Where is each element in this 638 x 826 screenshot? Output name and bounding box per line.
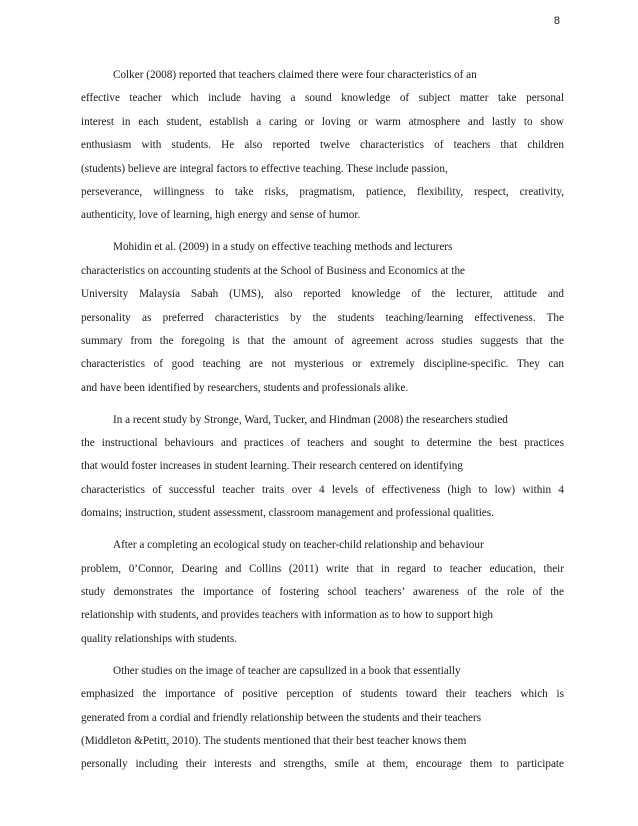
text-line: effective teacher which include having a sound knowledge of subject matter take personal [81, 92, 564, 105]
text-line: perseverance, willingness to take risks, pragmatism, patience, flexibility, respect, creativity, [81, 185, 564, 198]
text-line: After a completing an ecological study on teacher-child relationship and behaviour [113, 539, 484, 552]
text-line: Other studies on the image of teacher are capsulized in a book that essentially [113, 664, 461, 677]
text-line: In a recent study by Stronge, Ward, Tucker, and Hindman (2008) the researchers studied [113, 413, 508, 426]
text-line: the instructional behaviours and practices of teachers and sought to determine the best practices [81, 437, 564, 450]
text-line: interest in each student, establish a caring or loving or warm atmosphere and lastly to show [81, 115, 564, 128]
text-line: problem, 0’Connor, Dearing and Collins (2011) write that in regard to teacher education, their [81, 562, 564, 575]
text-line: personality as preferred characteristics by the students teaching/learning effectiveness. The [81, 311, 564, 324]
text-line: study demonstrates the importance of fostering school teachers’ awareness of the role of the [81, 585, 564, 598]
text-line: (students) believe are integral factors to effective teaching. These include passion, [81, 162, 448, 175]
text-line: quality relationships with students. [81, 632, 237, 645]
text-line: characteristics of successful teacher traits over 4 levels of effectiveness (high to low) within 4 [81, 483, 564, 496]
page-number: 8 [553, 15, 560, 27]
paragraph-other-studies [81, 660, 564, 777]
paragraph-mohidin [81, 236, 564, 400]
text-line: relationship with students, and provides teachers with information as to how to support high [81, 609, 494, 622]
text-line: personally including their interests and strengths, smile at them, encourage them to participate [81, 758, 564, 771]
text-line: and have been identified by researchers, students and professionals alike. [81, 381, 409, 394]
text-line: domains; instruction, student assessment, classroom management and professional qualities. [81, 507, 494, 520]
text-line: enthusiasm with students. He also reported twelve characteristics of teachers that children [81, 139, 564, 152]
text-line: summary from the foregoing is that the amount of agreement across studies suggests that the [81, 334, 564, 347]
paragraph-stronge [81, 409, 564, 526]
paragraph-colker [81, 64, 564, 228]
text-line: Mohidin et al. (2009) in a study on effective teaching methods and lecturers [113, 241, 453, 254]
text-line: (Middleton &Petitt, 2010). The students mentioned that their best teacher knows them [81, 734, 467, 747]
text-line: Colker (2008) reported that teachers claimed there were four characteristics of an [113, 69, 477, 81]
text-line: characteristics on accounting students at the School of Business and Economics at the [81, 264, 466, 277]
text-line: emphasized the importance of positive perception of students toward their teachers which is [81, 688, 564, 701]
paragraph-oconnor [81, 534, 564, 651]
text-line: generated from a cordial and friendly relationship between the students and their teachers [81, 711, 482, 724]
text-line: characteristics of good teaching are not mysterious or extremely discipline-specific. They can [81, 358, 564, 371]
text-line: University Malaysia Sabah (UMS), also reported knowledge of the lecturer, attitude and [81, 288, 564, 301]
body-text [81, 64, 564, 785]
text-line: that would foster increases in student learning. Their research centered on identifying [81, 460, 463, 473]
text-line: authenticity, love of learning, high energy and sense of humor. [81, 209, 361, 222]
